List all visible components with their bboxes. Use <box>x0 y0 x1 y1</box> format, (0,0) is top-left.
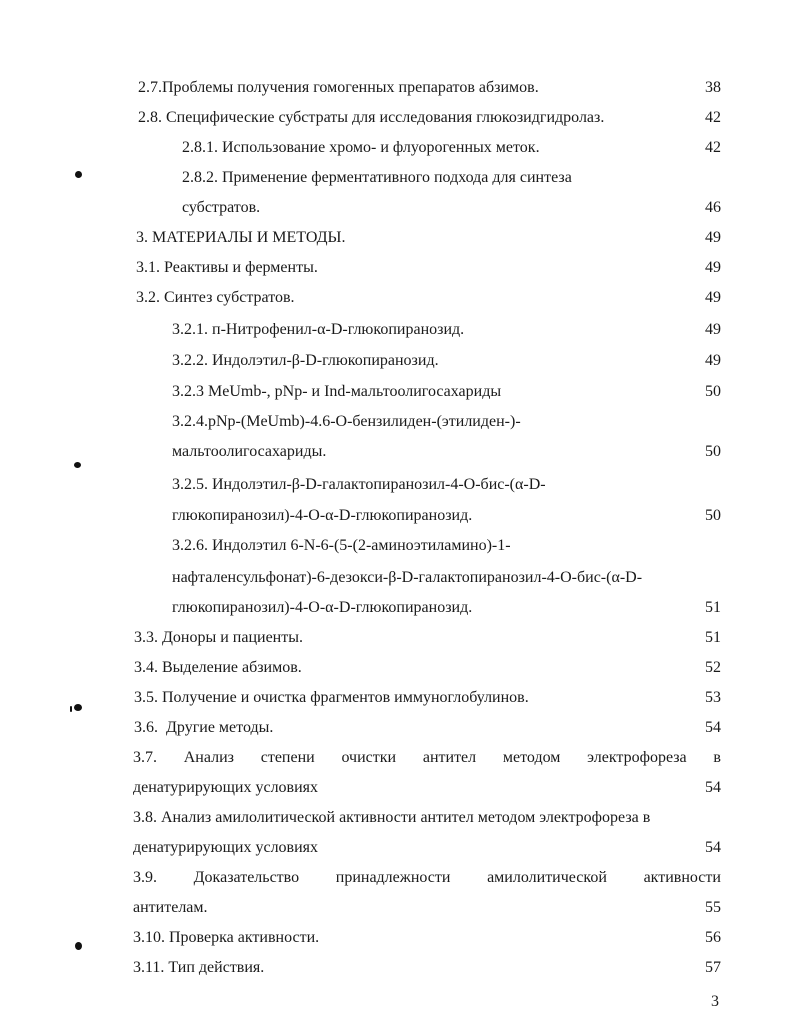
toc-entry-page: 56 <box>705 929 721 946</box>
toc-entry-page: 55 <box>705 899 721 916</box>
toc-entry-page: 50 <box>705 507 721 524</box>
toc-entry-title-cont: нафталенсульфонат)-6-дезокси-β-D-галактопиранозил-4-O-бис-(α-D- <box>172 569 643 586</box>
toc-entry-page: 49 <box>705 289 721 306</box>
toc-word: 3.7. <box>133 749 157 766</box>
toc-entry-page: 49 <box>705 352 721 369</box>
scan-speck <box>74 462 81 468</box>
toc-entry-title: 3.2.6. Индолэтил 6-N-6-(5-(2-аминоэтиламино)-1- <box>172 537 511 554</box>
scan-speck <box>70 706 72 712</box>
toc-word: в <box>713 749 721 766</box>
toc-entry-title: 3.11. Тип действия. <box>133 959 265 976</box>
toc-entry-page: 51 <box>705 599 721 616</box>
toc-entry-title: 3.2.1. п-Нитрофенил-α-D-глюкопиранозид. <box>172 321 465 338</box>
toc-entry-page: 46 <box>705 199 721 216</box>
toc-entry-title: 3.8. Анализ амилолитической активности антител методом электрофореза в <box>133 809 651 826</box>
scan-speck <box>75 942 82 950</box>
toc-entry-page: 49 <box>705 229 721 246</box>
toc-entry-title: 3.10. Проверка активности. <box>133 929 320 946</box>
toc-entry-page: 54 <box>705 839 721 856</box>
scan-speck <box>75 171 82 178</box>
toc-entry-page: 57 <box>705 959 721 976</box>
toc-entry-page: 42 <box>705 139 721 156</box>
page-number: 3 <box>711 993 719 1010</box>
toc-entry-title-cont: глюкопиранозил)-4-O-α-D-глюкопиранозид. <box>172 507 473 524</box>
toc-entry-title-cont: субстратов. <box>182 199 261 216</box>
toc-entry-page: 54 <box>705 719 721 736</box>
toc-word: амилолитической <box>487 869 607 886</box>
toc-entry-page: 53 <box>705 689 721 706</box>
toc-entry-page: 54 <box>705 779 721 796</box>
toc-entry-title-cont: глюкопиранозил)-4-O-α-D-глюкопиранозид. <box>172 599 473 616</box>
toc-entry-title-justified <box>133 868 721 888</box>
toc-entry-page: 50 <box>705 443 721 460</box>
toc-entry-title-cont: мальтоолигосахариды. <box>172 443 327 460</box>
toc-entry-title: 3.2.5. Индолэтил-β-D-галактопиранозил-4-O-бис-(α-D- <box>172 476 546 493</box>
toc-word: активности <box>643 869 721 886</box>
toc-entry-title-cont: антителам. <box>133 899 208 916</box>
toc-entry-page: 51 <box>705 629 721 646</box>
toc-entry-title-justified <box>133 748 721 768</box>
toc-word: электрофореза <box>587 749 687 766</box>
toc-entry-page: 49 <box>705 259 721 276</box>
toc-word: Доказательство <box>193 869 300 886</box>
toc-entry-title: 2.8.1. Использование хромо- и флуорогенных меток. <box>182 139 540 156</box>
toc-entry-title: 3.2. Синтез субстратов. <box>136 289 295 306</box>
toc-entry-title: 3.4. Выделение абзимов. <box>134 659 302 676</box>
toc-word: степени <box>260 749 315 766</box>
toc-entry-title: 2.8. Специфические субстраты для исследования глюкозидгидролаз. <box>138 109 605 126</box>
toc-word: методом <box>502 749 561 766</box>
toc-word: очистки <box>341 749 397 766</box>
scan-speck <box>74 704 82 711</box>
toc-entry-title: 3.1. Реактивы и ферменты. <box>136 259 318 276</box>
toc-word: 3.9. <box>133 869 157 886</box>
toc-entry-page: 52 <box>705 659 721 676</box>
toc-entry-title: 2.8.2. Применение ферментативного подхода для синтеза <box>182 169 572 186</box>
toc-entry-page: 42 <box>705 109 721 126</box>
toc-entry-title: 3.6. Другие методы. <box>134 719 274 736</box>
toc-entry-page: 49 <box>705 321 721 338</box>
toc-entry-title-cont: денатурирующих условиях <box>133 839 319 856</box>
toc-entry-title: 3. МАТЕРИАЛЫ И МЕТОДЫ. <box>136 229 346 246</box>
toc-entry-title-cont: денатурирующих условиях <box>133 779 319 796</box>
toc-entry-title: 3.2.3 MeUmb-, pNp- и Ind-мальтоолигосахариды <box>172 383 502 400</box>
toc-entry-title: 3.3. Доноры и пациенты. <box>134 629 303 646</box>
toc-entry-title: 2.7.Проблемы получения гомогенных препаратов абзимов. <box>138 79 539 96</box>
toc-entry-title: 3.2.4.pNp-(MeUmb)-4.6-O-бензилиден-(этилиден-)- <box>172 413 521 430</box>
toc-entry-title: 3.5. Получение и очистка фрагментов иммуноглобулинов. <box>134 689 529 706</box>
toc-word: принадлежности <box>335 869 451 886</box>
toc-word: антител <box>422 749 477 766</box>
toc-entry-page: 50 <box>705 383 721 400</box>
toc-entry-title: 3.2.2. Индолэтил-β-D-глюкопиранозид. <box>172 352 439 369</box>
toc-entry-page: 38 <box>705 79 721 96</box>
toc-word: Анализ <box>183 749 234 766</box>
